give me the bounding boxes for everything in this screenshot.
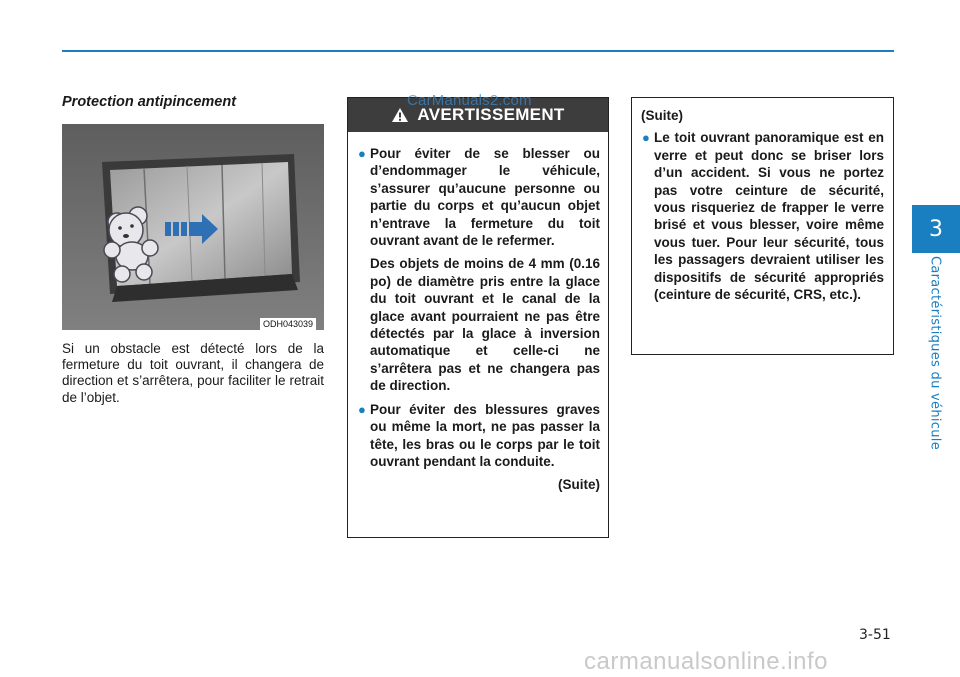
warning-bullet-1-text: Pour éviter de se blesser ou d’endommager le véhicule, s’assurer qu’aucune personne ou partie du corps et qu’aucun objet n’entrave la fermeture du toit ouvrant avant de le refermer.: [370, 146, 600, 249]
footer-watermark: carmanualsonline.info: [584, 648, 828, 675]
sunroof-illustration-art: [62, 124, 324, 330]
section-title: Protection antipincement: [62, 94, 237, 110]
figure-code: ODH043039: [260, 318, 316, 330]
bullet-dot-icon: ●: [358, 146, 366, 161]
warning-suite: (Suite): [558, 477, 600, 493]
warning-bullet-2-text: Pour éviter des blessures graves ou même la mort, ne pas passer la tête, les bras ou le corps par le toit ouvrant pendant la conduite.: [370, 401, 600, 469]
continuation-bullet-text: Le toit ouvrant panoramique est en verre et peut donc se briser lors d’un accident. Si vous ne portez pas votre ceinture de sécurité, vous risqueriez de frapper le verre brisé et vous blesser, voire même vous tuer. Pour leur sécurité, tous les passagers devraient utiliser les dispositifs de sécurité appropriés (ceinture de sécurité, CRS, etc.).: [654, 130, 884, 303]
sunroof-illustration: [62, 124, 324, 330]
continuation-bullet: [641, 129, 884, 303]
page-number: 3-51: [859, 627, 891, 643]
top-watermark: CarManuals2.com: [407, 92, 532, 109]
bullet-dot-icon: ●: [358, 401, 366, 417]
warning-bullet-2: [358, 401, 600, 471]
body-text: Si un obstacle est détecté lors de la fermeture du toit ouvrant, il changera de direction et s’arrêtera, pour faciliter le retrait de l’objet.: [62, 341, 324, 405]
warning-paragraph: Des objets de moins de 4 mm (0.16 po) de diamètre pris entre la glace du toit ouvrant et le canal de la glace avant pourraient ne pas être détectés par la glace à inversion automatique et celle-ci ne s’arrêtera pas et ne changera pas de direction.: [370, 256, 600, 394]
warning-body: [348, 132, 608, 494]
bullet-dot-icon: ●: [642, 130, 650, 146]
chapter-title: Caractéristiques du véhicule: [927, 256, 943, 450]
warning-bullet-1: [358, 145, 600, 249]
warning-icon: [391, 107, 409, 123]
chapter-number: 3: [929, 216, 943, 242]
warning-box: [347, 97, 609, 538]
warning-title: AVERTISSEMENT: [417, 105, 565, 124]
continuation-heading: (Suite): [641, 108, 683, 123]
continuation-box: [631, 97, 894, 355]
top-rule: [62, 50, 894, 52]
chapter-tab: [912, 205, 960, 253]
continuation-bullet-item: [642, 129, 884, 303]
